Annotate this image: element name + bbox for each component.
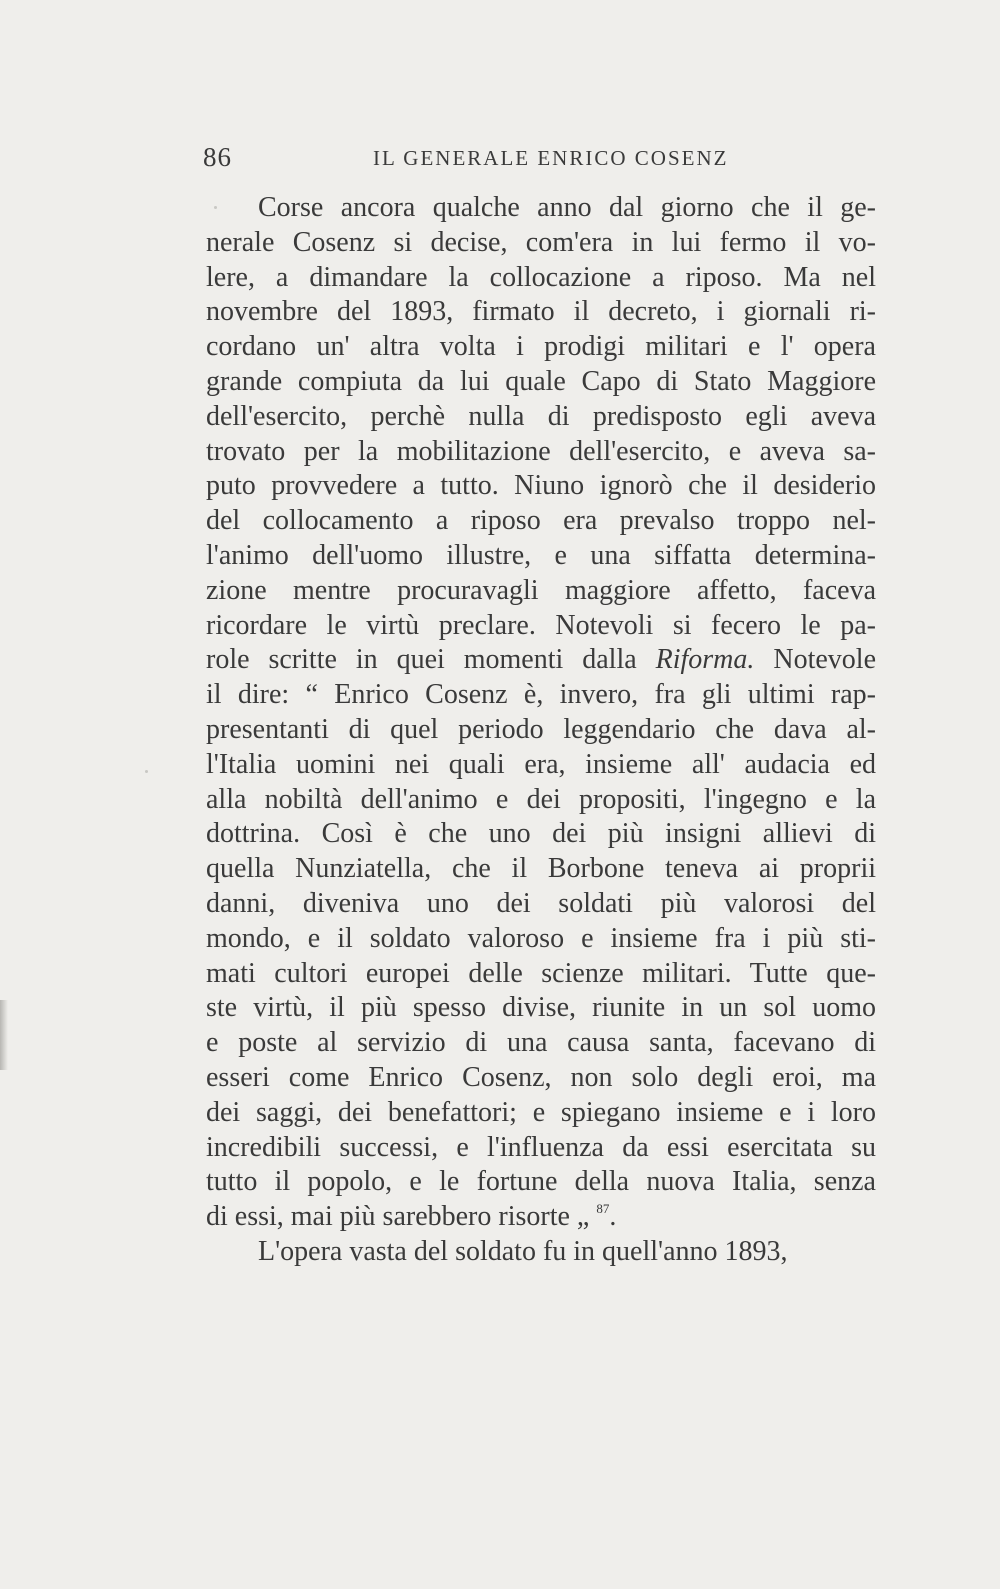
body-text — [206, 191, 876, 1270]
text-line: zione mentre procuravagli maggiore affetto, faceva — [206, 574, 876, 606]
text-line: cordano un' altra volta i prodigi militari e l' opera — [206, 331, 876, 363]
text-line: dei saggi, dei benefattori; e spiegano insieme e i loro — [206, 1096, 876, 1128]
text-line: Corse ancora qualche anno dal giorno che il ge- — [258, 192, 876, 223]
text-line: il dire: “ Enrico Cosenz è, invero, fra gli ultimi rap- — [206, 679, 876, 711]
page-edge-shadow — [0, 1000, 8, 1070]
text-line: dottrina. Così è che uno dei più insigni allievi di — [206, 818, 876, 850]
text-line: nerale Cosenz si decise, com'era in lui fermo il vo- — [206, 226, 876, 258]
italic-title-riforma: Riforma. — [655, 644, 755, 676]
text-line: mondo, e il soldato valoroso e insieme fra i più sti- — [206, 922, 876, 954]
text-line: esseri come Enrico Cosenz, non solo degli eroi, ma — [206, 1061, 876, 1093]
footnote-reference[interactable]: 87 — [596, 1201, 610, 1217]
text-line: quella Nunziatella, che il Borbone teneva ai proprii — [206, 853, 876, 885]
text-line: di essi, mai più sarebbero risorte „ $^{87}$. — [206, 1201, 617, 1233]
text-line: puto provvedere a tutto. Niuno ignorò che il desiderio — [206, 470, 876, 502]
text-line: presentanti di quel periodo leggendario che dava al- — [206, 713, 876, 745]
running-head: IL GENERALE ENRICO COSENZ — [373, 146, 729, 170]
text-line: mati cultori europei delle scienze militari. Tutte que- — [206, 957, 876, 989]
text-line: l'animo dell'uomo illustre, e una siffatta determina- — [206, 539, 876, 571]
text-line: alla nobiltà dell'animo e dei propositi, l'ingegno e la — [206, 783, 876, 815]
text-line: e poste al servizio di una causa santa, facevano di — [206, 1027, 876, 1059]
text-line: trovato per la mobilitazione dell'esercito, e aveva sa- — [206, 435, 876, 467]
text-line: L'opera vasta del soldato fu in quell'anno 1893, — [258, 1235, 788, 1267]
text-line: ste virtù, il più spesso divise, riunite in un sol uomo — [206, 992, 876, 1024]
text-line: role scritte in quei momenti dalla Riforma. Notevole — [206, 644, 876, 676]
paper-speck — [145, 770, 148, 773]
text-line: grande compiuta da lui quale Capo di Stato Maggiore — [206, 365, 876, 397]
text-line: incredibili successi, e l'influenza da essi esercitata su — [206, 1131, 876, 1163]
page-number: 86 — [203, 142, 232, 172]
page-header — [203, 142, 873, 182]
text-line: lere, a dimandare la collocazione a riposo. Ma nel — [206, 261, 876, 293]
text-line: l'Italia uomini nei quali era, insieme all' audacia ed — [206, 748, 876, 780]
text-line: dell'esercito, perchè nulla di predisposto egli aveva — [206, 400, 876, 432]
text-line: danni, diveniva uno dei soldati più valorosi del — [206, 887, 876, 919]
text-line: ricordare le virtù preclare. Notevoli si fecero le pa- — [206, 609, 876, 641]
text-line: tutto il popolo, e le fortune della nuova Italia, senza — [206, 1166, 876, 1198]
text-line: del collocamento a riposo era prevalso troppo nel- — [206, 505, 876, 537]
text-line: novembre del 1893, firmato il decreto, i giornali ri- — [206, 296, 876, 328]
